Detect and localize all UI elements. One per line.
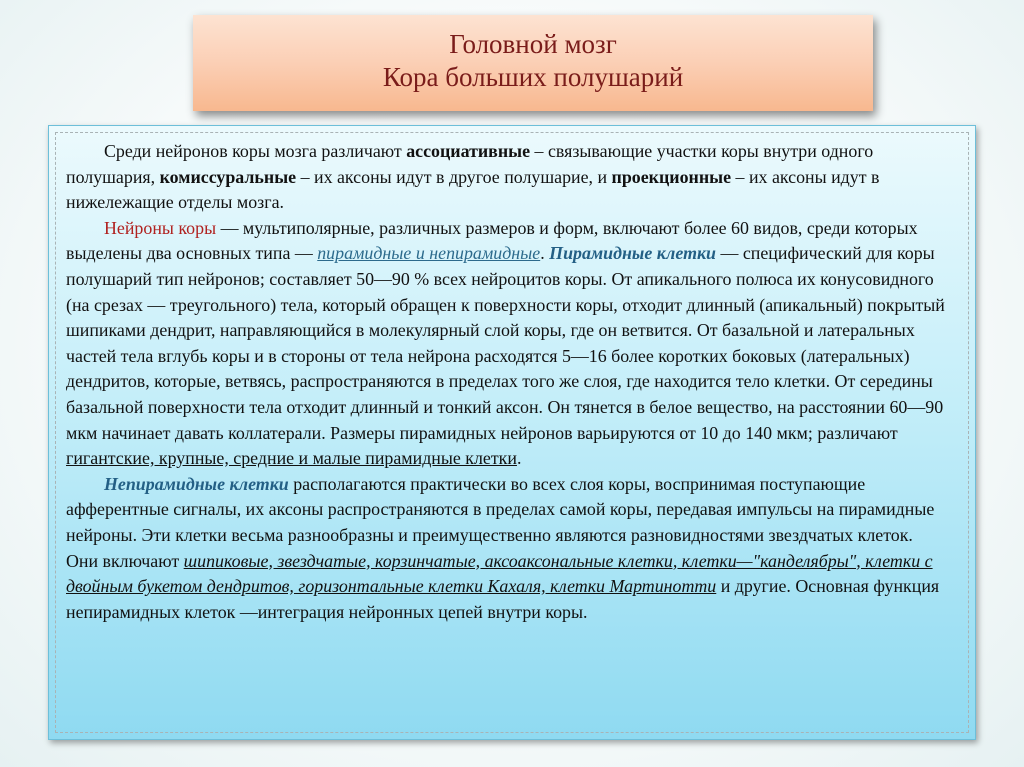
p2-text-4: . xyxy=(516,448,522,469)
pyramidal-sizes-underlined: гигантские, крупные, средние и малые пирамидные клетки xyxy=(66,448,517,469)
paragraph-pyramidal xyxy=(66,216,946,472)
title-line-1: Головной мозг xyxy=(449,29,617,59)
p1-text-1: Среди нейронов коры мозга различают xyxy=(104,141,407,161)
p2-text-3: — специфический для коры полушарий тип нейронов; составляет 50—90 % всех нейроцитов коры. От апикального полюса их конусовидного (на срезах — треугольного) тела, который обращен к поверхности коры, отходит длинный (апикальный) покрытый шипиками дендрит, направляющийся в молекулярный слой коры, где он ветвится. От базальной и латеральных частей тела вглубь коры и в стороны от тела нейрона расходятся 5—16 более коротких боковых (латеральных) дендритов, которые, ветвясь, распространяются в пределах того же слоя, где находится тело клетки. От середины базальной поверхности тела отходит длинный и тонкий аксон. Он тянется в белое вещество, на расстоянии 60—90 мкм начинает давать коллатерали. Размеры пирамидных нейронов варьируются от 10 до 140 мкм; различают xyxy=(66,243,945,443)
p1-text-3: – их аксоны идут в другое полушарие, и xyxy=(296,166,612,187)
p2-text-2: . xyxy=(540,243,550,264)
p1-text-4: – их аксоны идут в нижележащие отделы мозга. xyxy=(66,166,880,213)
paragraph-neuron-types xyxy=(66,139,946,216)
p1-text-2: – связывающие участки коры внутри одного полушария, xyxy=(66,141,874,187)
content-box xyxy=(48,125,976,740)
p3-text-1: располагаются практически во всех слоя коры, воспринимая поступающие афферентные сигналы, их аксоны распространяются в пределах самой коры, передавая импульсы на пирамидные нейроны. Эти клетки весьма разнообразны и преимущественно являются разновидностями звездчатых клеток. Они включают xyxy=(66,473,935,571)
term-nonpyramidal-cells: Непирамидные клетки xyxy=(104,473,289,494)
p3-text-2: и другие. Основная функция непирамидных клеток —интеграция нейронных цепей внутри коры. xyxy=(66,576,940,622)
title-line-2: Кора больших полушарий xyxy=(382,62,684,92)
link-pyramidal-nonpyramidal[interactable]: пирамидные и непирамидные xyxy=(317,243,541,264)
p2-text-1: — мультиполярные, различных размеров и форм, включают более 60 видов, среди которых выделены два основных типа — xyxy=(66,217,918,264)
title-box xyxy=(193,15,873,111)
term-pyramidal-cells: Пирамидные клетки xyxy=(549,243,716,264)
term-associative: ассоциативные xyxy=(406,141,531,161)
content-inner-border xyxy=(55,132,969,733)
paragraph-nonpyramidal xyxy=(66,472,946,626)
nonpyramidal-types-list: шипиковые, звездчатые, корзинчатые, аксоаксональные клетки, клетки—"канделябры", клетки с двойным букетом дендритов, горизонтальные клетки Кахаля, клетки Мартинотти xyxy=(66,550,933,597)
term-projection: проекционные xyxy=(611,166,732,187)
term-commissural: комиссуральные xyxy=(159,166,297,187)
term-cortex-neurons: Нейроны коры xyxy=(104,217,217,238)
body-text xyxy=(66,139,946,625)
